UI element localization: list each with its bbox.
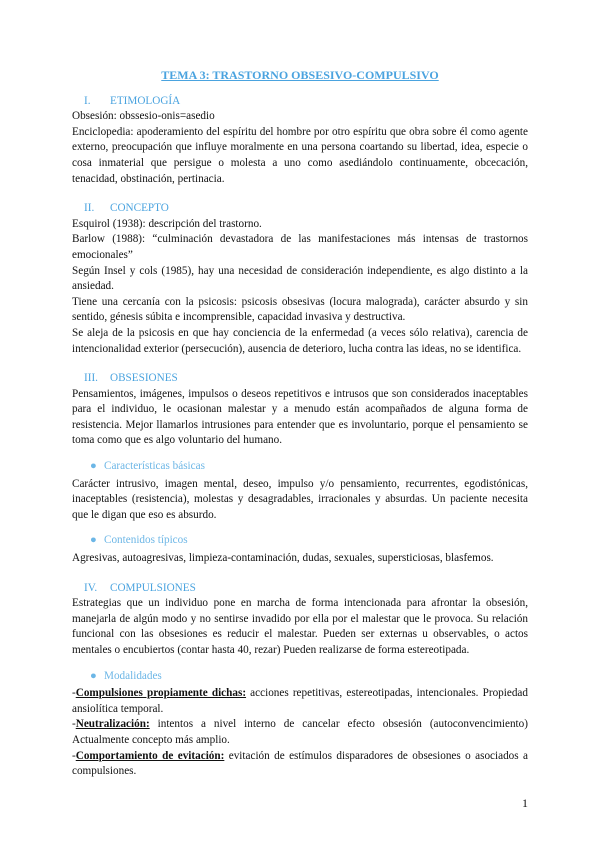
bullet-icon: ● bbox=[90, 460, 97, 473]
section-number: II. bbox=[84, 202, 95, 215]
bullet-icon: ● bbox=[90, 669, 97, 682]
section-heading-concepto bbox=[72, 201, 528, 217]
section-heading-etimologia bbox=[72, 94, 528, 110]
modality-term: Comportamiento de evitación: bbox=[75, 749, 225, 762]
bullet-label: Contenidos típicos bbox=[104, 534, 188, 547]
bullet-icon: ● bbox=[90, 534, 97, 547]
section-label: ETIMOLOGÍA bbox=[110, 94, 181, 107]
bullet-heading bbox=[90, 669, 528, 685]
bullet-label: Modalidades bbox=[104, 669, 162, 682]
document-title: TEMA 3: TRASTORNO OBSESIVO-COMPULSIVO bbox=[161, 68, 439, 82]
modality-item bbox=[72, 686, 528, 717]
modality-text: acciones repetitivas, estereotipadas, intencionales. Propiedad ansiolítica temporal. bbox=[72, 687, 528, 715]
modality-text: intentos a nivel interno de cancelar efecto obsesión (autoconvencimiento) Actualmente concepto más amplio. bbox=[72, 718, 528, 746]
bullet-label: Características básicas bbox=[104, 460, 205, 473]
paragraph: Estrategias que un individuo pone en marcha de forma intencionada para afrontar la obsesión, manejarla de algún modo y no sentirse invadido por ella por el malestar que le provoca. Su relación funcional con las obsesiones es reducir el malestar. Pueden ser externas u observables, o actos mentales o encubiertos (contar hasta 40, rezar) Pueden realizarse de forma estereotipada. bbox=[72, 597, 528, 656]
dash: - bbox=[72, 749, 76, 762]
paragraph: Agresivas, autoagresivas, limpieza-contaminación, dudas, sexuales, supersticiosas, blasfemos. bbox=[72, 552, 494, 565]
paragraph: Carácter intrusivo, imagen mental, deseo, impulso y/o pensamiento, recurrentes, egodistónicas, inaceptables (resistencia), molestas y desagradables, irracionales y absurdas. Un paciente necesita que le digan que eso es absurdo. bbox=[72, 477, 528, 521]
modality-item bbox=[72, 749, 528, 780]
section-number: I. bbox=[84, 94, 91, 107]
section-label: COMPULSIONES bbox=[110, 581, 196, 594]
section-number: III. bbox=[84, 372, 98, 385]
paragraph: Barlow (1988): “culminación devastadora de las manifestaciones más intensas de trastornos emocionales” bbox=[72, 233, 528, 261]
page-number: 1 bbox=[522, 796, 528, 810]
modality-text: evitación de estímulos disparadores de obsesiones o asociados a compulsiones. bbox=[72, 749, 528, 778]
bullet-heading bbox=[90, 459, 528, 475]
paragraph: Tiene una cercanía con la psicosis: psicosis obsesivas (locura malograda), carácter absurdo y sin sentido, génesis súbita e incomprensible, capacidad invasiva y destructiva. bbox=[72, 295, 528, 324]
modality-term: Compulsiones propiamente dichas: bbox=[75, 687, 247, 700]
section-heading-obsesiones bbox=[72, 371, 528, 387]
paragraph: Pensamientos, imágenes, impulsos o deseos repetitivos e intrusos que son considerados inaceptables para el individuo, le ocasionan malestar y a menudo están acompañados de alguna forma de resistencia. Mejor llamarlos intrusiones para entender que es involuntario, porque el pensamiento se toma como que es algo voluntario del humano. bbox=[72, 387, 528, 447]
paragraph: Se aleja de la psicosis en que hay conciencia de la enfermedad (a veces sólo relativa), carencia de intencionalidad exterior (persecución), ausencia de deterioro, lucha contra las ideas, no se identifica. bbox=[72, 326, 528, 355]
section-label: CONCEPTO bbox=[110, 202, 169, 215]
section-number: IV. bbox=[84, 581, 98, 594]
modality-term: Neutralización: bbox=[75, 718, 150, 731]
modality-item bbox=[72, 717, 528, 748]
section-label: OBSESIONES bbox=[110, 372, 178, 385]
dash: - bbox=[72, 687, 76, 700]
bullet-heading bbox=[90, 533, 528, 549]
section-heading-compulsiones bbox=[72, 581, 528, 597]
paragraph: Esquirol (1938): descripción del trastorno. bbox=[72, 217, 262, 230]
paragraph: Enciclopedia: apoderamiento del espíritu del hombre por otro espíritu que obra sobre él como agente externo, preocupación que influye moralmente en una persona coartando su libertad, idea, especie o cosa inmaterial que persigue o molesta a uno como asediándolo continuamente, obcecación, tenacidad, obstinación, pertinacia. bbox=[72, 125, 528, 185]
paragraph: Según Insel y cols (1985), hay una necesidad de consideración independiente, es algo distinto a la ansiedad. bbox=[72, 264, 528, 293]
document-page bbox=[72, 68, 528, 780]
dash: - bbox=[72, 718, 76, 731]
paragraph: Obsesión: obssesio-onis=asedio bbox=[72, 110, 215, 123]
